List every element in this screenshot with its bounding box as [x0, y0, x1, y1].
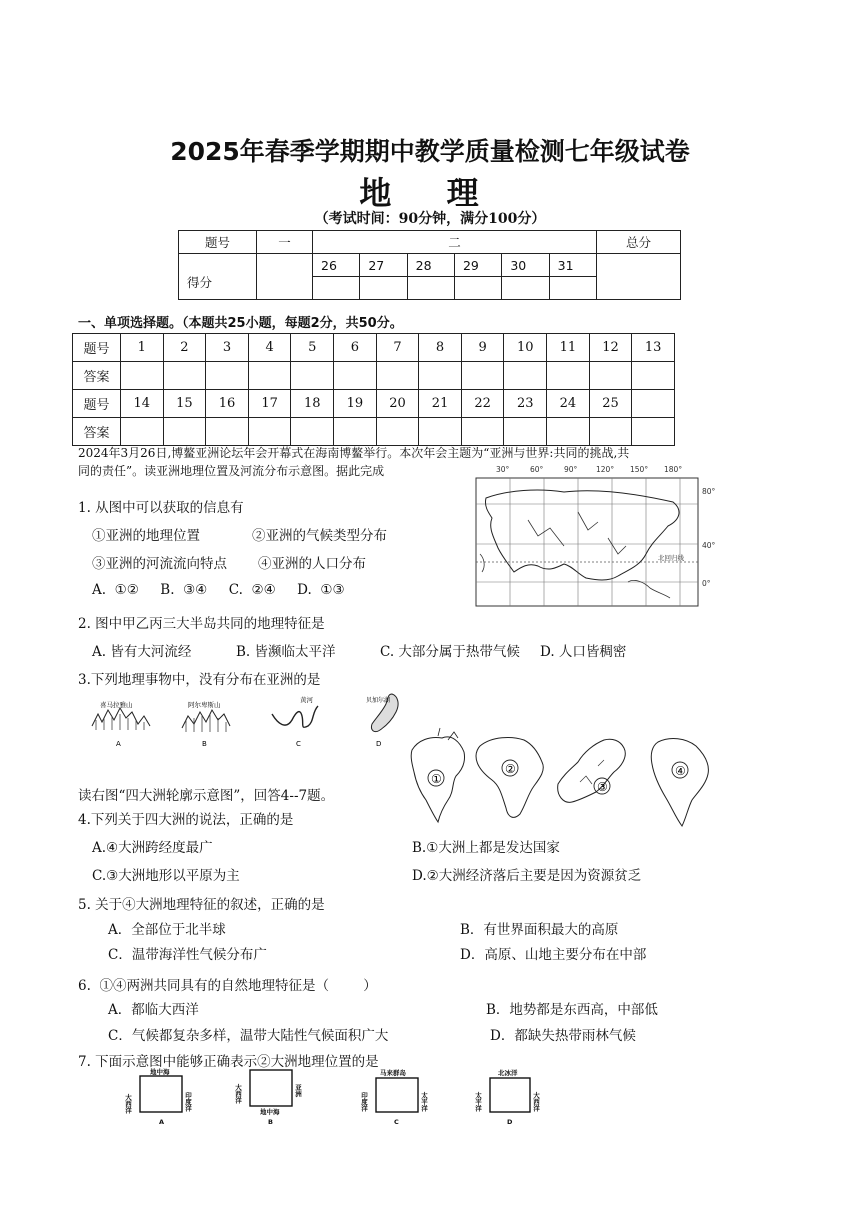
- q1-choices: A. ①② B. ③④ C. ②④ D. ①③: [92, 582, 345, 598]
- answer-cell[interactable]: [547, 418, 590, 446]
- lon-label: 120°: [596, 465, 615, 474]
- lake-figure-d: [366, 694, 398, 748]
- answer-cell[interactable]: [461, 418, 504, 446]
- sub-q-26: 26: [313, 254, 360, 277]
- question-number: 13: [632, 334, 675, 362]
- question-number: 8: [419, 334, 462, 362]
- question-number: 24: [547, 390, 590, 418]
- score-cell[interactable]: [454, 277, 501, 300]
- question-number-row: [73, 390, 675, 418]
- answer-cell[interactable]: [419, 362, 462, 390]
- q4-stem: 4.下列关于四大洲的说法，正确的是: [78, 812, 294, 828]
- score-total: 总分: [597, 231, 681, 254]
- fig-b-label: 阿尔卑斯山: [188, 701, 221, 709]
- q4-option-b: B.①大洲上都是发达国家: [412, 840, 560, 856]
- answer-cell[interactable]: [334, 362, 377, 390]
- question-number: 21: [419, 390, 462, 418]
- lon-label: 150°: [630, 465, 649, 474]
- score-col-label: 题号: [179, 231, 257, 254]
- fig-c-label: 黄河: [300, 696, 313, 704]
- q5-stem: 5. 关于④大洲地理特征的叙述，正确的是: [78, 897, 325, 913]
- q2-option-c: C. 大部分属于热带气候: [380, 644, 520, 660]
- lon-label: 60°: [530, 465, 544, 474]
- answer-cell[interactable]: [291, 418, 334, 446]
- q1-option-4: ④亚洲的人口分布: [258, 556, 366, 572]
- answer-cell[interactable]: [121, 362, 164, 390]
- exam-info: （考试时间：90分钟，满分100分）: [314, 211, 546, 227]
- answer-row: [73, 418, 675, 446]
- answer-cell[interactable]: [461, 362, 504, 390]
- score-table: [178, 230, 681, 300]
- q7-a-letter: A: [159, 1118, 165, 1126]
- lon-label: 90°: [564, 465, 578, 474]
- q6-option-a: A．都临大西洋: [108, 1002, 199, 1018]
- tropic-label: 北回归线: [658, 554, 684, 562]
- fig-a-label: 喜马拉雅山: [100, 701, 133, 709]
- q7-c-letter: C: [394, 1118, 399, 1126]
- continents-intro: 读右图“四大洲轮廓示意图”，回答4--7题。: [78, 788, 335, 804]
- q4-option-d: D.②大洲经济落后主要是因为资源贫乏: [412, 868, 642, 884]
- question-number: 6: [334, 334, 377, 362]
- score-part2: 二: [313, 231, 597, 254]
- q7-d-right: 大西洋: [532, 1092, 540, 1112]
- sub-q-28: 28: [407, 254, 454, 277]
- score-part1-cell[interactable]: [257, 254, 313, 300]
- sub-q-29: 29: [454, 254, 501, 277]
- row-label-number: 题号: [73, 334, 121, 362]
- q7-c-right: 太平洋: [420, 1092, 428, 1112]
- question-number: 1: [121, 334, 164, 362]
- question-number: 12: [589, 334, 632, 362]
- q7-c-left: 印度洋: [360, 1092, 368, 1112]
- exam-title: 2025年春季学期期中教学质量检测七年级试卷: [170, 137, 690, 166]
- q7-d-top: 北冰洋: [498, 1069, 518, 1077]
- score-part1: 一: [257, 231, 313, 254]
- answer-cell[interactable]: [121, 418, 164, 446]
- continent-2-africa: [476, 738, 543, 818]
- section1-heading: 一、单项选择题。（本题共25小题，每题2分，共50分。: [78, 316, 403, 331]
- q4-option-a: A.④大洲跨经度最广: [92, 840, 213, 856]
- q7-a-left: 大西洋: [124, 1094, 132, 1114]
- question-number: 20: [376, 390, 419, 418]
- q7-d-letter: D: [507, 1118, 513, 1126]
- q7-b-letter: B: [268, 1118, 273, 1126]
- fig-d-letter: D: [376, 740, 382, 748]
- question-number: 4: [248, 334, 291, 362]
- answer-cell[interactable]: [419, 418, 462, 446]
- lon-label: 30°: [496, 465, 510, 474]
- q1-option-3: ③亚洲的河流流向特点: [92, 556, 227, 572]
- lat-label: 40°: [702, 541, 716, 550]
- sub-q-31: 31: [549, 254, 596, 277]
- answer-row: [73, 362, 675, 390]
- question-number: 17: [248, 390, 291, 418]
- answer-table: [72, 333, 675, 446]
- continent-2-marker: ②: [505, 762, 516, 776]
- sub-q-30: 30: [502, 254, 549, 277]
- q7-stem: 7. 下面示意图中能够正确表示②大洲地理位置的是: [78, 1054, 379, 1070]
- answer-cell[interactable]: [248, 418, 291, 446]
- question-number: 14: [121, 390, 164, 418]
- continent-4-marker: ④: [675, 764, 686, 778]
- subject-title: 地 理: [359, 174, 501, 212]
- question-number: 19: [334, 390, 377, 418]
- q3-stem: 3.下列地理事物中，没有分布在亚洲的是: [78, 672, 321, 688]
- question-number: 2: [163, 334, 206, 362]
- q7-b-bottom: 地中海: [260, 1108, 280, 1116]
- answer-cell[interactable]: [163, 362, 206, 390]
- answer-cell[interactable]: [504, 418, 547, 446]
- question-number: 18: [291, 390, 334, 418]
- q6-stem: 6. ①④两洲共同具有的自然地理特征是（ ）: [78, 978, 377, 994]
- score-label: 得分: [179, 254, 257, 300]
- score-cell[interactable]: [549, 277, 596, 300]
- continent-4-south-america: [651, 739, 708, 826]
- answer-cell[interactable]: [589, 418, 632, 446]
- score-cell[interactable]: [360, 277, 407, 300]
- answer-cell[interactable]: [248, 362, 291, 390]
- q2-option-b: B. 皆濒临太平洋: [236, 644, 336, 660]
- answer-cell[interactable]: [163, 418, 206, 446]
- fig-c-letter: C: [296, 740, 301, 748]
- answer-cell[interactable]: [291, 362, 334, 390]
- answer-cell[interactable]: [547, 362, 590, 390]
- q1-option-1: ①亚洲的地理位置: [92, 528, 200, 544]
- question-number: 16: [206, 390, 249, 418]
- score-cell[interactable]: [502, 277, 549, 300]
- lon-label: 180°: [664, 465, 683, 474]
- question-number: 7: [376, 334, 419, 362]
- question-number: 25: [589, 390, 632, 418]
- continents-figure: [408, 722, 723, 827]
- q4-option-c: C.③大洲地形以平原为主: [92, 868, 240, 884]
- question-number: 9: [461, 334, 504, 362]
- sub-q-27: 27: [360, 254, 407, 277]
- score-total-cell[interactable]: [597, 254, 681, 300]
- q2-stem: 2. 图中甲乙丙三大半岛共同的地理特征是: [78, 616, 325, 632]
- q7-b-right: 亚洲: [294, 1084, 302, 1097]
- q7-d-left: 太平洋: [474, 1092, 482, 1112]
- answer-cell[interactable]: [632, 362, 675, 390]
- asia-map: [468, 458, 730, 608]
- answer-cell[interactable]: [376, 418, 419, 446]
- q6-option-c: C．气候都复杂多样，温带大陆性气候面积广大: [108, 1028, 389, 1044]
- question-number: 11: [547, 334, 590, 362]
- intro-line-2: 同的责任”。读亚洲地理位置及河流分布示意图。据此完成: [78, 464, 385, 478]
- score-cell[interactable]: [407, 277, 454, 300]
- question-number: 5: [291, 334, 334, 362]
- continent-1-north-america: [411, 728, 464, 822]
- question-number: [632, 390, 675, 418]
- answer-cell[interactable]: [504, 362, 547, 390]
- answer-cell[interactable]: [632, 418, 675, 446]
- fig-d-label: 贝加尔湖: [366, 697, 391, 704]
- row-label-answer: 答案: [73, 418, 121, 446]
- fig-a-letter: A: [116, 740, 121, 748]
- question-number: 23: [504, 390, 547, 418]
- answer-cell[interactable]: [206, 362, 249, 390]
- question-number: 22: [461, 390, 504, 418]
- question-number-row: [73, 334, 675, 362]
- q7-a-right: 印度洋: [184, 1092, 192, 1112]
- q5-option-b: B．有世界面积最大的高原: [460, 922, 619, 938]
- q5-option-c: C．温带海洋性气候分布广: [108, 947, 267, 963]
- answer-cell[interactable]: [206, 418, 249, 446]
- row-label-number: 题号: [73, 390, 121, 418]
- question-number: 10: [504, 334, 547, 362]
- question-number: 15: [163, 390, 206, 418]
- score-cell[interactable]: [313, 277, 360, 300]
- q5-option-a: A．全部位于北半球: [108, 922, 226, 938]
- continent-3-europe: [558, 739, 626, 802]
- row-label-answer: 答案: [73, 362, 121, 390]
- q7-figures: [110, 1066, 570, 1128]
- river-figure-c: [272, 695, 318, 748]
- answer-cell[interactable]: [334, 418, 377, 446]
- q1-stem: 1. 从图中可以获取的信息有: [78, 500, 244, 516]
- q6-option-b: B．地势都是东西高，中部低: [486, 1002, 658, 1018]
- q7-b-left: 大西洋: [234, 1084, 242, 1104]
- q7-a-top: 地中海: [150, 1068, 170, 1076]
- q2-option-a: A. 皆有大河流经: [92, 644, 192, 660]
- question-number: 3: [206, 334, 249, 362]
- q6-option-d: D．都缺失热带雨林气候: [490, 1028, 636, 1044]
- answer-cell[interactable]: [589, 362, 632, 390]
- mountain-figure-b: [182, 700, 230, 748]
- intro-line-1: 2024年3月26日,博鳌亚洲论坛年会开幕式在海南博鳌举行。本次年会主题为“亚洲与世界:共同的挑战,共: [78, 446, 630, 460]
- q3-figures: [86, 690, 406, 752]
- lat-label: 0°: [702, 579, 711, 588]
- continent-1-marker: ①: [431, 772, 442, 786]
- answer-cell[interactable]: [376, 362, 419, 390]
- lat-label: 80°: [702, 487, 716, 496]
- q5-option-d: D．高原、山地主要分布在中部: [460, 947, 647, 963]
- mountain-figure-a: [92, 700, 150, 748]
- q7-c-top: 马来群岛: [380, 1069, 406, 1077]
- q1-option-2: ②亚洲的气候类型分布: [252, 528, 387, 544]
- continent-3-marker: ③: [597, 780, 608, 794]
- q2-option-d: D. 人口皆稠密: [540, 644, 627, 660]
- fig-b-letter: B: [202, 740, 207, 748]
